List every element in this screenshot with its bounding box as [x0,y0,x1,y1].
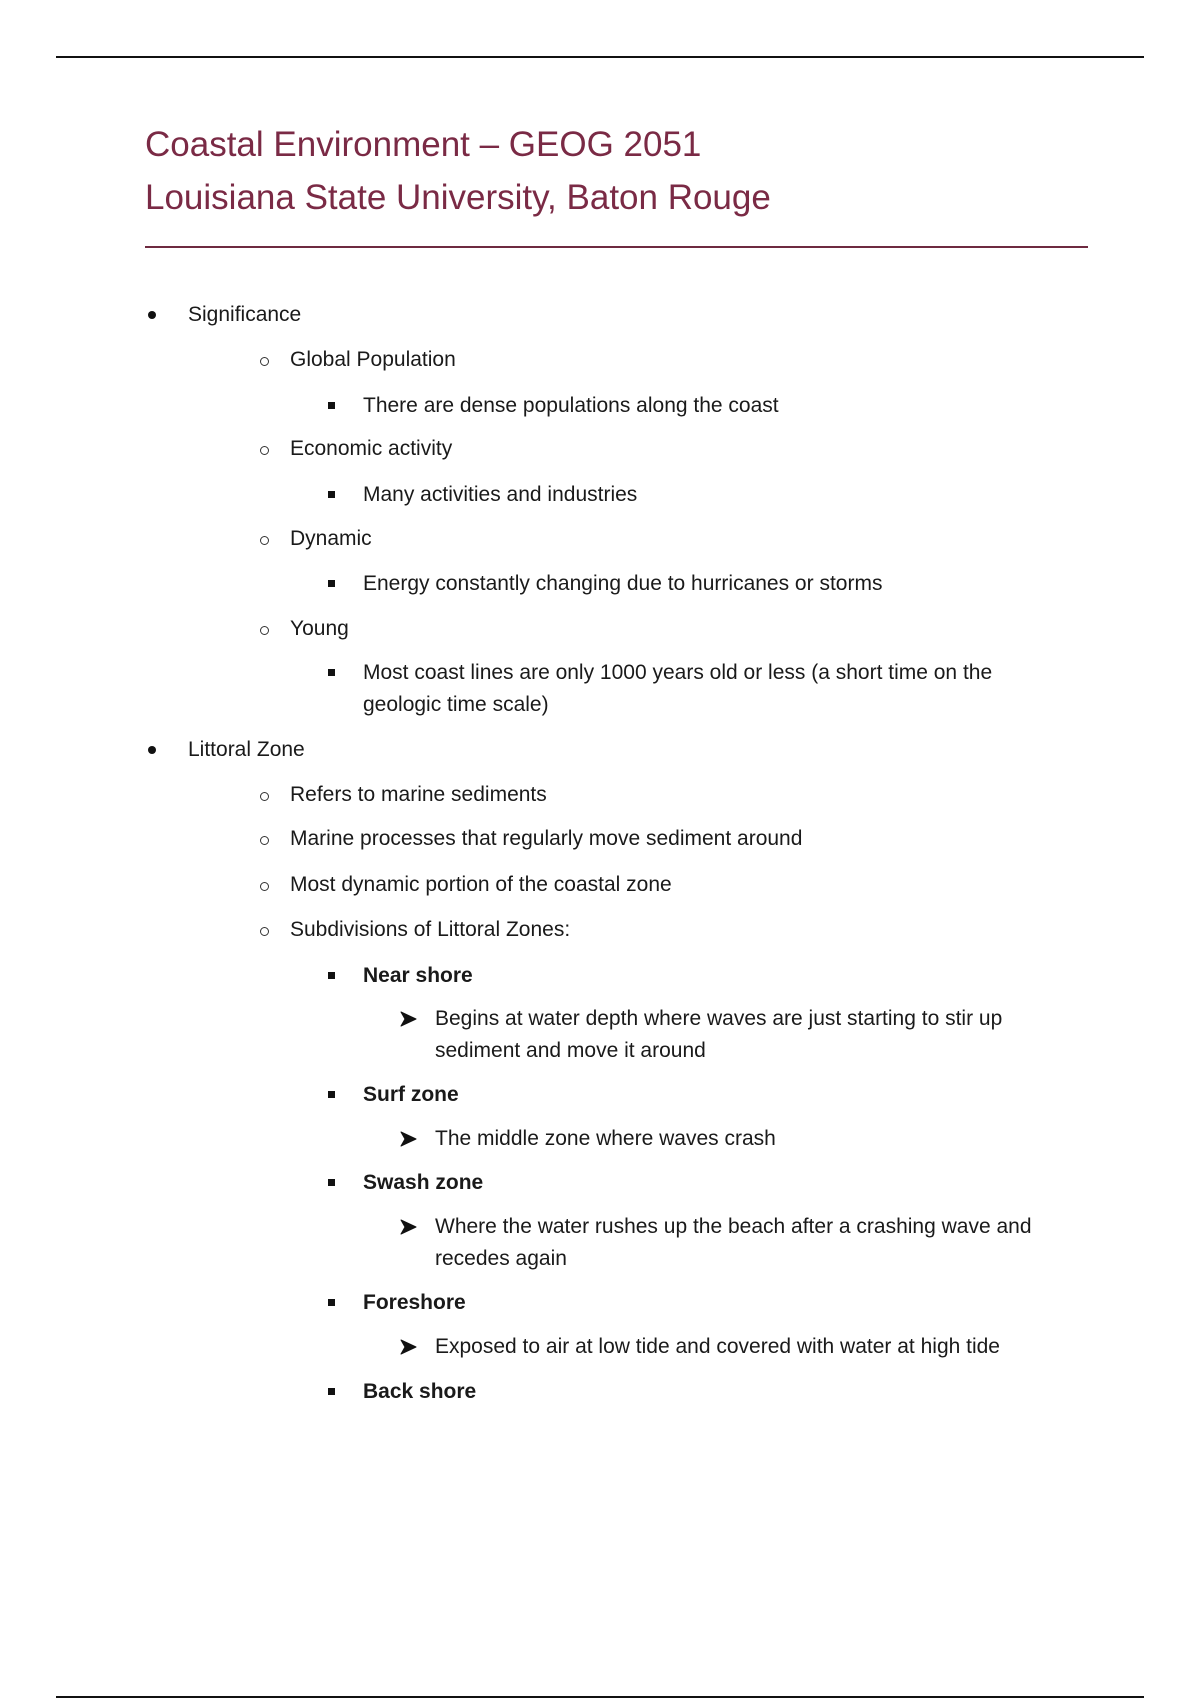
bullet-square-icon [328,1388,335,1395]
bullet-circle-icon [260,536,269,545]
list-item-surf-zone-desc: The middle zone where waves crash [435,1123,776,1155]
list-item-back-shore: Back shore [363,1376,476,1408]
bullet-circle-icon [260,446,269,455]
bullet-square-icon [328,1091,335,1098]
arrowhead-bullet-icon [399,1211,419,1243]
list-item-swash-zone-desc: Where the water rushes up the beach after a crashing wave and recedes again [435,1211,1032,1275]
list-item-near-shore-desc: Begins at water depth where waves are just starting to stir up sediment and move it around [435,1003,1002,1067]
list-item-foreshore-desc: Exposed to air at low tide and covered with water at high tide [435,1331,1000,1363]
bullet-circle-icon [260,836,269,845]
bullet-disc-icon [148,311,156,319]
bullet-square-icon [328,1179,335,1186]
arrowhead-bullet-icon [399,1123,419,1155]
list-item-economic-activity: Economic activity [290,433,452,465]
bullet-circle-icon [260,927,269,936]
list-item-near-shore: Near shore [363,960,473,992]
list-item-economic-activity-detail: Many activities and industries [363,479,637,511]
course-title: Coastal Environment – GEOG 2051 [145,125,702,164]
arrowhead-bullet-icon [399,1331,419,1363]
list-item-littoral-zone: Littoral Zone [188,734,305,766]
university-title: Louisiana State University, Baton Rouge [145,178,771,217]
list-item-littoral-point: Refers to marine sediments [290,779,547,811]
list-item-young: Young [290,613,349,645]
bullet-square-icon [328,580,335,587]
list-item-littoral-point: Marine processes that regularly move sediment around [290,823,802,855]
list-item-global-population: Global Population [290,344,456,376]
bullet-square-icon [328,669,335,676]
page-bottom-rule [56,1696,1144,1698]
bullet-circle-icon [260,792,269,801]
bullet-disc-icon [148,746,156,754]
list-item-young-detail: Most coast lines are only 1000 years old or less (a short time on the geologic time scale) [363,657,992,721]
bullet-circle-icon [260,357,269,366]
bullet-circle-icon [260,626,269,635]
list-item-swash-zone: Swash zone [363,1167,483,1199]
list-item-surf-zone: Surf zone [363,1079,459,1111]
list-item-foreshore: Foreshore [363,1287,466,1319]
bullet-square-icon [328,972,335,979]
bullet-circle-icon [260,882,269,891]
list-item-dynamic: Dynamic [290,523,372,555]
bullet-square-icon [328,1299,335,1306]
list-item-littoral-point: Subdivisions of Littoral Zones: [290,914,570,946]
bullet-square-icon [328,491,335,498]
arrowhead-bullet-icon [399,1003,419,1035]
bullet-square-icon [328,402,335,409]
list-item-dynamic-detail: Energy constantly changing due to hurricanes or storms [363,568,882,600]
list-item-significance: Significance [188,299,301,331]
list-item-littoral-point: Most dynamic portion of the coastal zone [290,869,672,901]
list-item-global-population-detail: There are dense populations along the coast [363,390,779,422]
